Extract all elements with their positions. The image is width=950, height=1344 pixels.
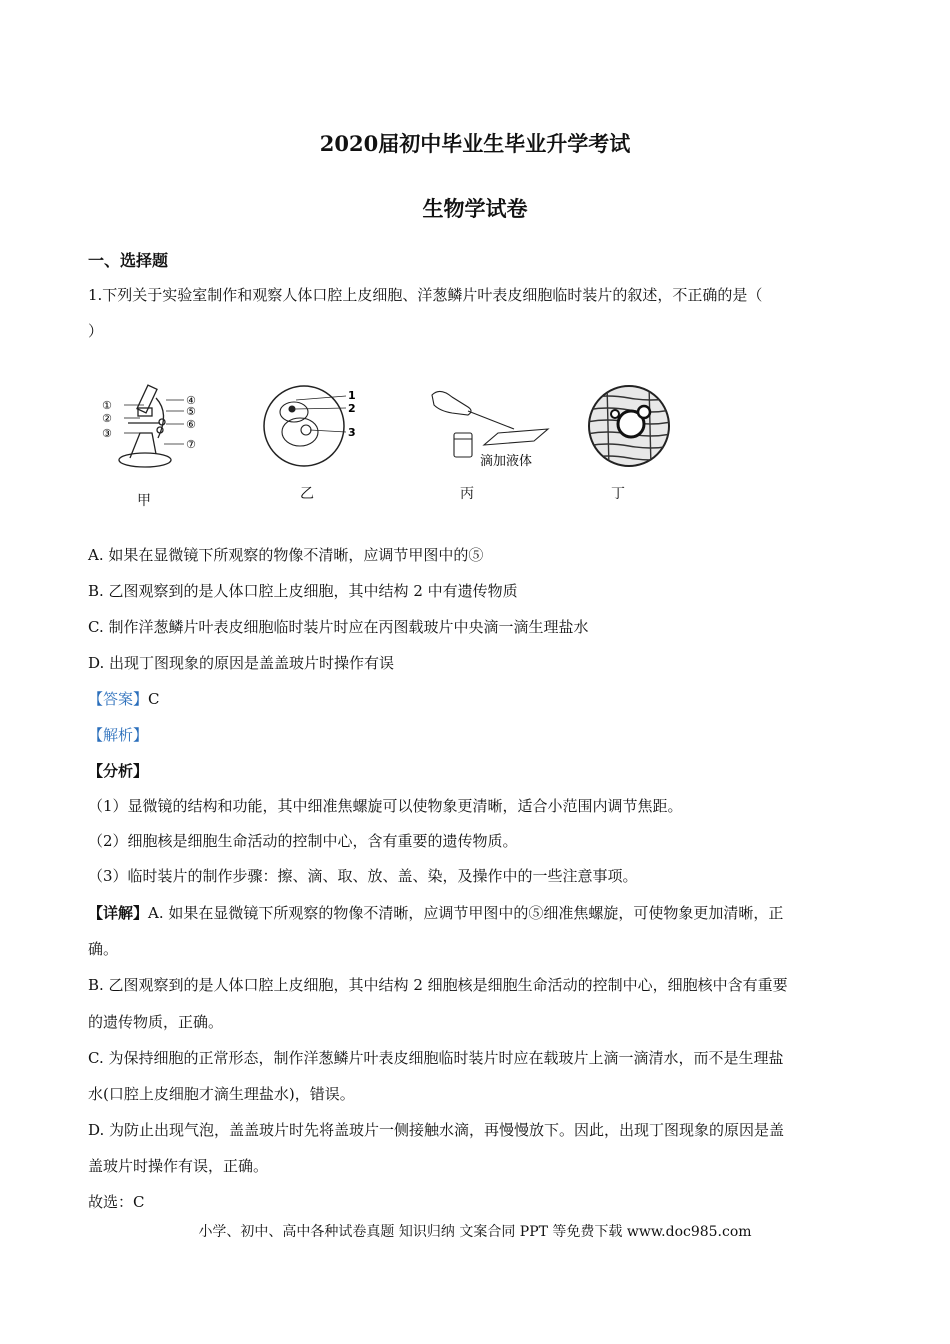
page-subtitle: 生物学试卷: [422, 196, 528, 221]
conclusion: 故选：C: [88, 1193, 145, 1211]
detail-line: 的遗传物质，正确。: [88, 1013, 224, 1031]
fenxi-point: （3）临时装片的制作步骤：擦、滴、取、放、盖、染，及操作中的一些注意事项。: [88, 867, 638, 885]
microscope-label-4: ④: [186, 394, 196, 407]
detail-line: D. 为防止出现气泡，盖盖玻片时先将盖玻片一侧接触水滴，再慢慢放下。因此，出现丁图现象的原因是盖: [88, 1121, 785, 1139]
option-a: A. 如果在显微镜下所观察的物像不清晰，应调节甲图中的⑤: [88, 546, 484, 564]
question-stem-close: ）: [88, 322, 104, 340]
dropping-label: 滴加液体: [480, 454, 533, 469]
figure-caption-ding: 丁: [611, 486, 625, 502]
fenxi-point: （2）细胞核是细胞生命活动的控制中心，含有重要的遗传物质。: [88, 832, 518, 850]
detail-line: 确。: [88, 940, 119, 958]
cheek-cell-figure: [262, 382, 362, 470]
detail-line: B. 乙图观察到的是人体口腔上皮细胞，其中结构 2 细胞核是细胞生命活动的控制中心，细胞核中含有重要: [88, 976, 788, 994]
microscope-label-5: ⑤: [186, 405, 196, 418]
fenxi-point: （1）显微镜的结构和功能，其中细准焦螺旋可以使物象更清晰，适合小范围内调节焦距。: [88, 797, 683, 815]
detail-text: A. 如果在显微镜下所观察的物像不清晰，应调节甲图中的⑤细准焦螺旋，可使物象更加清晰，正: [148, 904, 784, 922]
analysis-tag: 【解析】: [88, 726, 149, 744]
cell-label-1: 1: [348, 389, 356, 402]
microscope-label-7: ⑦: [186, 438, 196, 451]
fenxi-tag: 【分析】: [88, 762, 149, 780]
onion-cell-figure: [587, 384, 671, 468]
detail-line: [88, 902, 783, 923]
detail-line: C. 为保持细胞的正常形态，制作洋葱鳞片叶表皮细胞临时装片时应在载玻片上滴一滴清水，而不是生理盐: [88, 1049, 784, 1067]
figure-caption-jia: 甲: [137, 493, 151, 509]
cell-label-2: 2: [348, 402, 356, 415]
detail-line: 水(口腔上皮细胞才滴生理盐水)，错误。: [88, 1085, 355, 1103]
answer-line: [88, 688, 160, 709]
page-title: 2020届初中毕业生毕业升学考试: [319, 131, 631, 156]
microscope-label-6: ⑥: [186, 418, 196, 431]
detail-line: 盖玻片时操作有误，正确。: [88, 1157, 269, 1175]
answer-value: C: [148, 690, 160, 708]
dropping-figure: [430, 385, 550, 475]
microscope-label-3: ③: [102, 427, 112, 440]
footer-text: 小学、初中、高中各种试卷真题 知识归纳 文案合同 PPT 等免费下载 www.doc985.com: [198, 1224, 752, 1240]
section-heading: 一、选择题: [88, 251, 169, 270]
cell-label-3: 3: [348, 426, 356, 439]
option-b: B. 乙图观察到的是人体口腔上皮细胞，其中结构 2 中有遗传物质: [88, 582, 518, 600]
microscope-label-1: ①: [102, 399, 112, 412]
option-d: D. 出现丁图现象的原因是盖盖玻片时操作有误: [88, 654, 395, 672]
microscope-figure: [100, 378, 210, 478]
question-stem: 1.下列关于实验室制作和观察人体口腔上皮细胞、洋葱鳞片叶表皮细胞临时装片的叙述，不正确的是（: [88, 286, 763, 304]
microscope-label-2: ②: [102, 412, 112, 425]
option-c: C. 制作洋葱鳞片叶表皮细胞临时装片时应在丙图载玻片中央滴一滴生理盐水: [88, 618, 589, 636]
figure-caption-bing: 丙: [460, 486, 474, 502]
answer-tag: 【答案】: [88, 690, 149, 708]
detail-tag: 【详解】: [88, 904, 149, 922]
figure-caption-yi: 乙: [300, 486, 314, 502]
